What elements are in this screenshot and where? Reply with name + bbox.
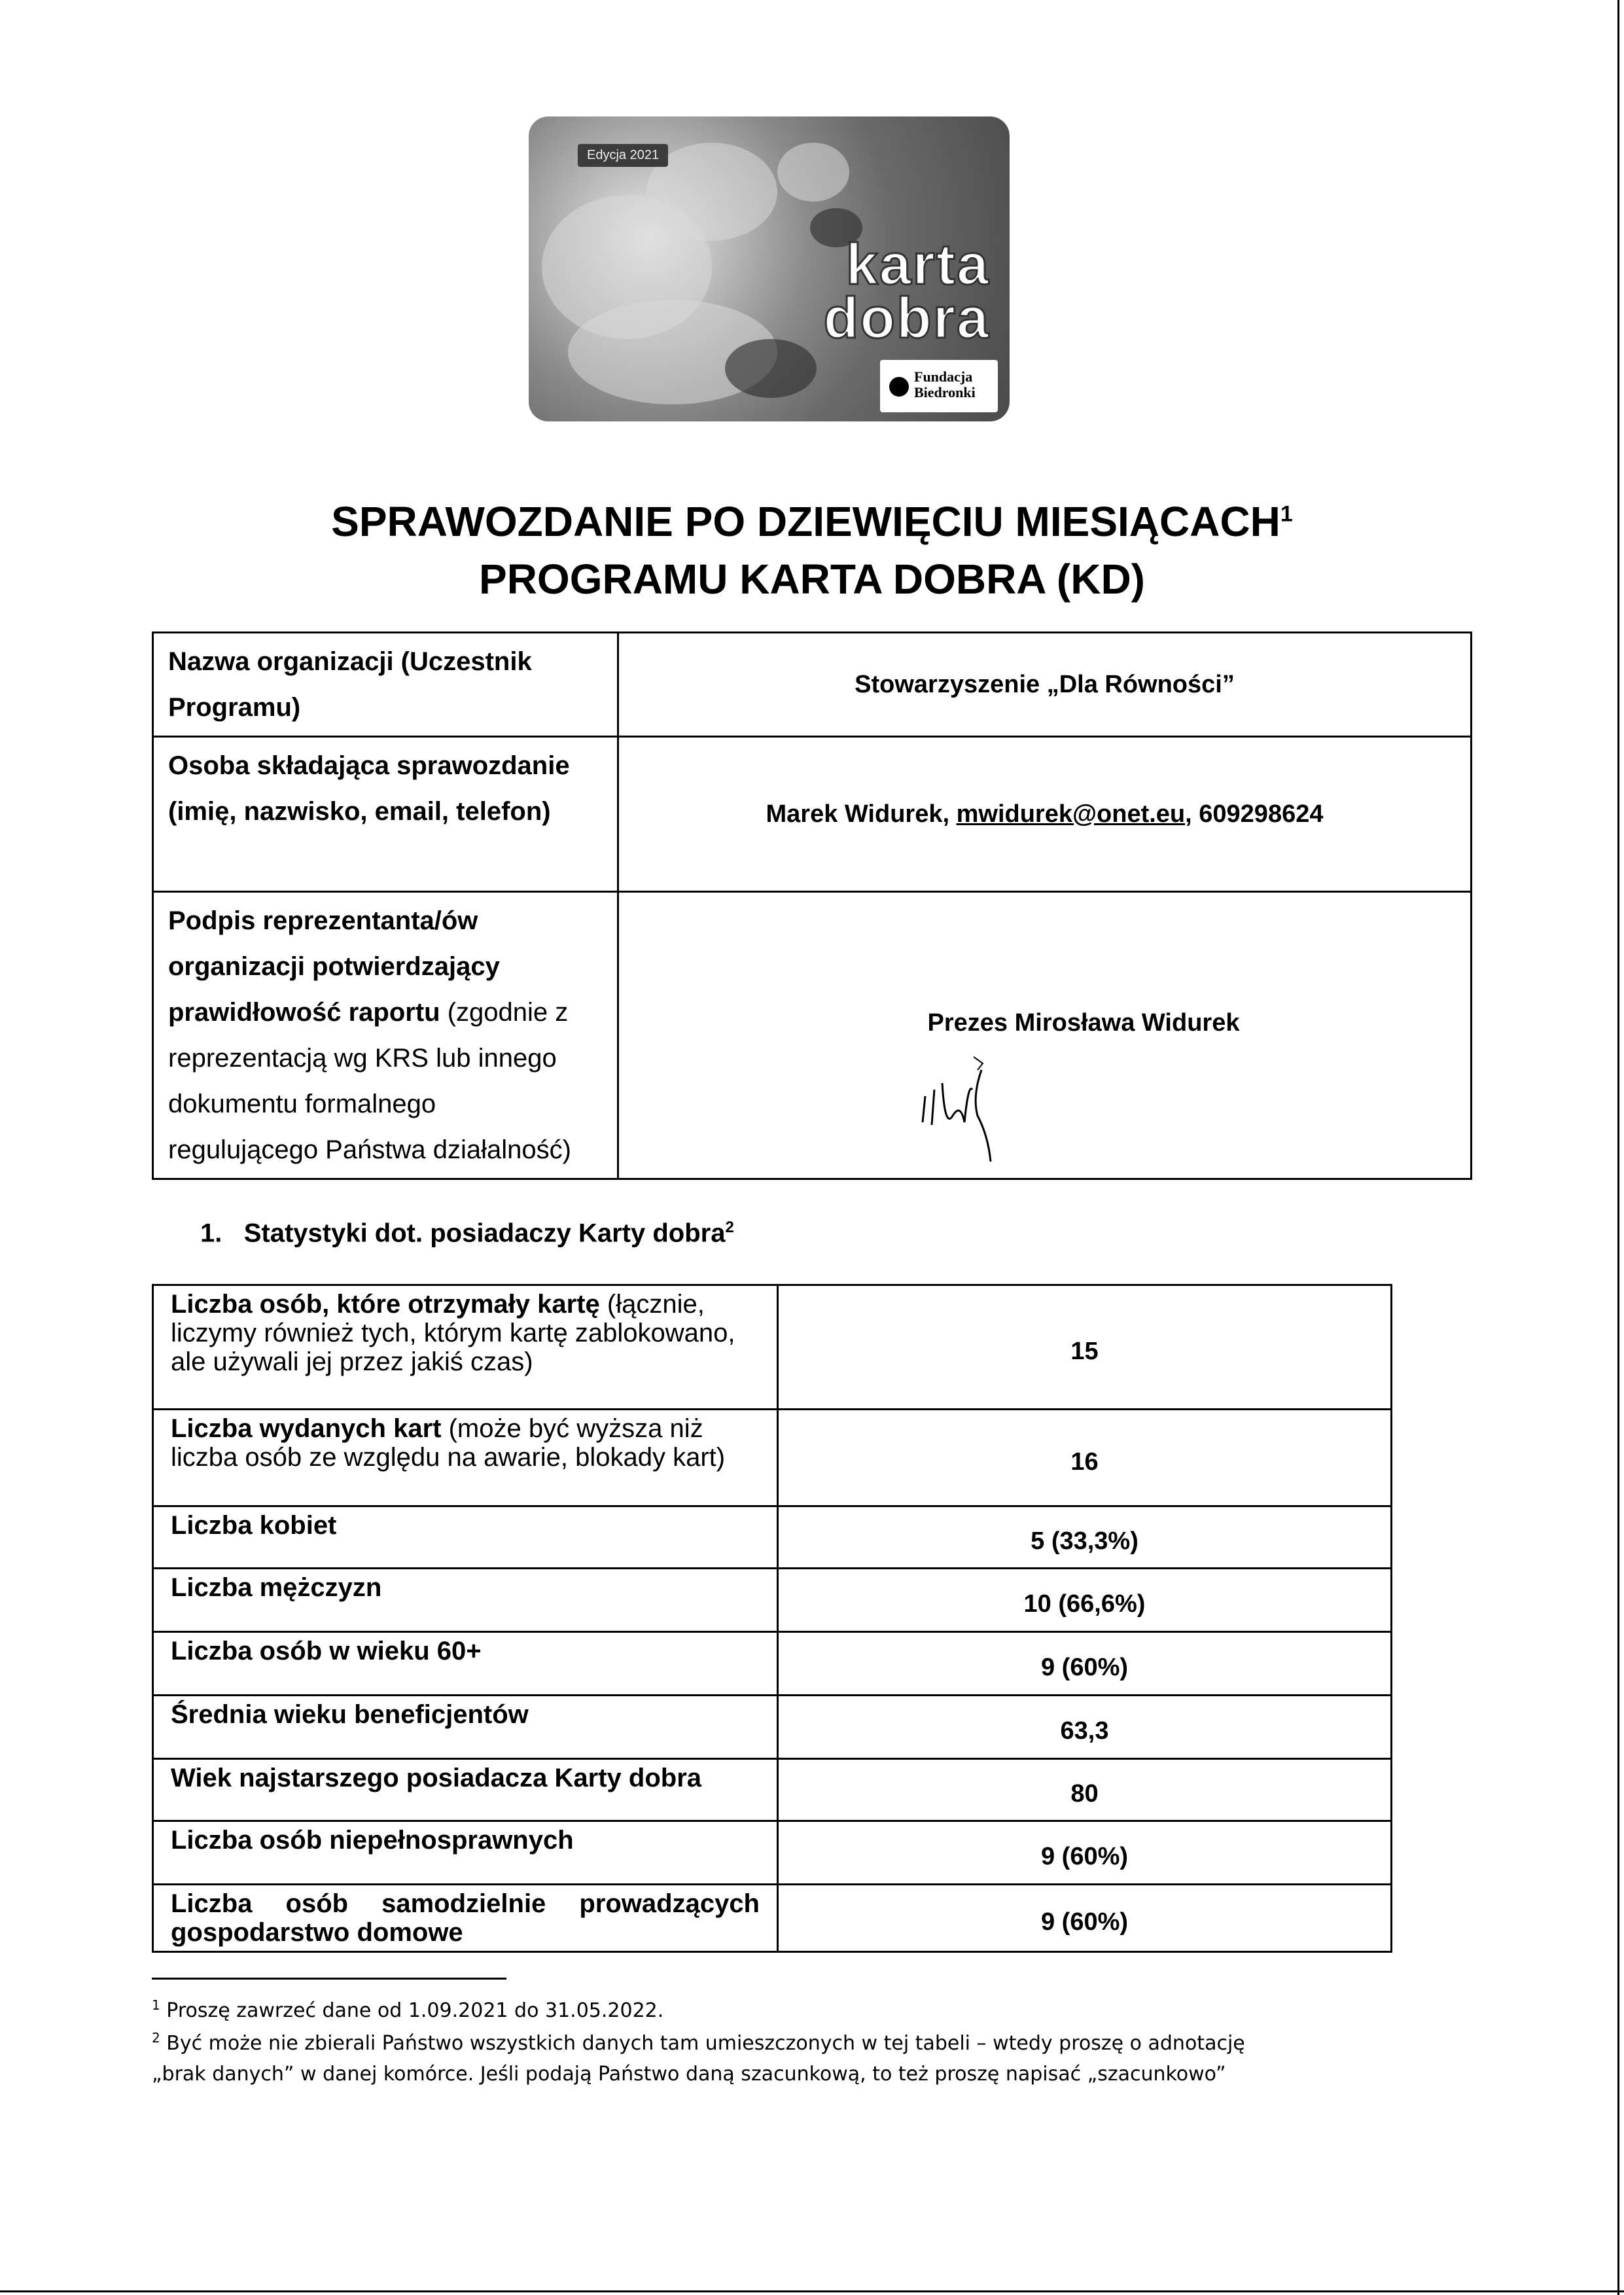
footnote-divider <box>152 1978 506 1980</box>
ladybug-icon <box>889 377 909 397</box>
table-row <box>153 1506 1392 1569</box>
footnote-ref-1: 1 <box>1280 501 1293 527</box>
stat-label: Liczba mężczyzn <box>153 1569 778 1632</box>
stat-value: 80 <box>778 1759 1392 1821</box>
logo-title-line2: dobra <box>823 285 990 350</box>
stat-value: 15 <box>778 1285 1392 1410</box>
foundation-name-line1: Fundacja <box>914 368 973 385</box>
scan-edge-bottom <box>0 2290 1624 2292</box>
reporter-label: Osoba składająca sprawozdanie (imię, nazwisko, email, telefon) <box>153 737 618 892</box>
footnote-2-line1: $^2$ Być może nie zbierali Państwo wszystkich danych tam umieszczonych w tej tabeli – wtedy proszę o adnotację <box>152 2030 1245 2055</box>
card-holder-statistics-table <box>152 1284 1392 1953</box>
stat-value: 9 (60%) <box>778 1632 1392 1696</box>
reporter-email: mwidurek@onet.eu <box>956 800 1186 828</box>
stat-label: Liczba wydanych kart (może być wyższa niż liczba osób ze względu na awarie, blokady kart) <box>153 1410 778 1506</box>
logo-card-title <box>823 232 990 350</box>
table-row <box>153 892 1472 1179</box>
stat-value: 16 <box>778 1410 1392 1506</box>
report-title-line1: SPRAWOZDANIE PO DZIEWIĘCIU MIESIĄCACH$^1$ <box>331 498 1293 545</box>
foundation-name-line2: Biedronki <box>914 384 976 400</box>
org-name-value: Stowarzyszenie „Dla Równości” <box>618 633 1472 737</box>
org-name-label: Nazwa organizacji (Uczestnik Programu) <box>153 633 618 737</box>
stat-label: Liczba osób w wieku 60+ <box>153 1632 778 1696</box>
logo-edition-label: Edycja 2021 <box>578 144 668 167</box>
footnote-2-line2: „brak danych” w danej komórce. Jeśli podają Państwo daną szacunkową, to też proszę napisać „szacunkowo” <box>152 2063 1226 2086</box>
table-row <box>153 1285 1392 1410</box>
handwritten-signature <box>909 1044 1040 1175</box>
report-title-line2: PROGRAMU KARTA DOBRA (KD) <box>479 556 1145 603</box>
section-heading-statistics: 1. Statystyki dot. posiadaczy Karty dobra$^2$ <box>200 1219 734 1248</box>
stat-label: Liczba osób, które otrzymały kartę (łącznie, liczymy również tych, którym kartę zablokowano, ale używali jej przez jakiś czas) <box>153 1285 778 1410</box>
scan-edge-right <box>1617 0 1619 2295</box>
stat-label: Średnia wieku beneficjentów <box>153 1696 778 1759</box>
table-row <box>153 737 1472 892</box>
reporter-value <box>618 737 1472 892</box>
signature-value <box>618 892 1472 1179</box>
table-row <box>153 1885 1392 1952</box>
table-row <box>153 633 1472 737</box>
stat-value: 63,3 <box>778 1696 1392 1759</box>
foundation-logo <box>880 360 998 412</box>
karta-dobra-logo <box>529 116 1010 421</box>
footnote-1: $^1$ Proszę zawrzeć dane od 1.09.2021 do 31.05.2022. <box>152 1997 664 2022</box>
stat-label: Liczba osób samodzielnie prowadzących gospodarstwo domowe <box>153 1885 778 1952</box>
table-row <box>153 1759 1392 1821</box>
table-row <box>153 1410 1392 1506</box>
stat-value: 9 (60%) <box>778 1821 1392 1885</box>
organization-info-table <box>152 632 1472 1180</box>
table-row <box>153 1632 1392 1696</box>
stat-label: Liczba osób niepełnosprawnych <box>153 1821 778 1885</box>
representative-name: Prezes Mirosława Widurek <box>927 1009 1240 1037</box>
table-row <box>153 1821 1392 1885</box>
stat-label: Liczba kobiet <box>153 1506 778 1569</box>
stat-value: 9 (60%) <box>778 1885 1392 1952</box>
signature-label: Podpis reprezentanta/ów organizacji potwierdzający prawidłowość raportu (zgodnie z reprezentacją wg KRS lub innego dokumentu formalnego regulującego Państwa działalność) <box>153 892 618 1179</box>
table-row <box>153 1569 1392 1632</box>
footnote-ref-2: 2 <box>725 1219 734 1236</box>
stat-label: Wiek najstarszego posiadacza Karty dobra <box>153 1759 778 1821</box>
reporter-phone: , 609298624 <box>1185 800 1324 828</box>
table-row <box>153 1696 1392 1759</box>
reporter-name: Marek Widurek, <box>766 800 957 828</box>
stat-value: 5 (33,3%) <box>778 1506 1392 1569</box>
logo-title-line1: karta <box>845 232 990 296</box>
stat-value: 10 (66,6%) <box>778 1569 1392 1632</box>
